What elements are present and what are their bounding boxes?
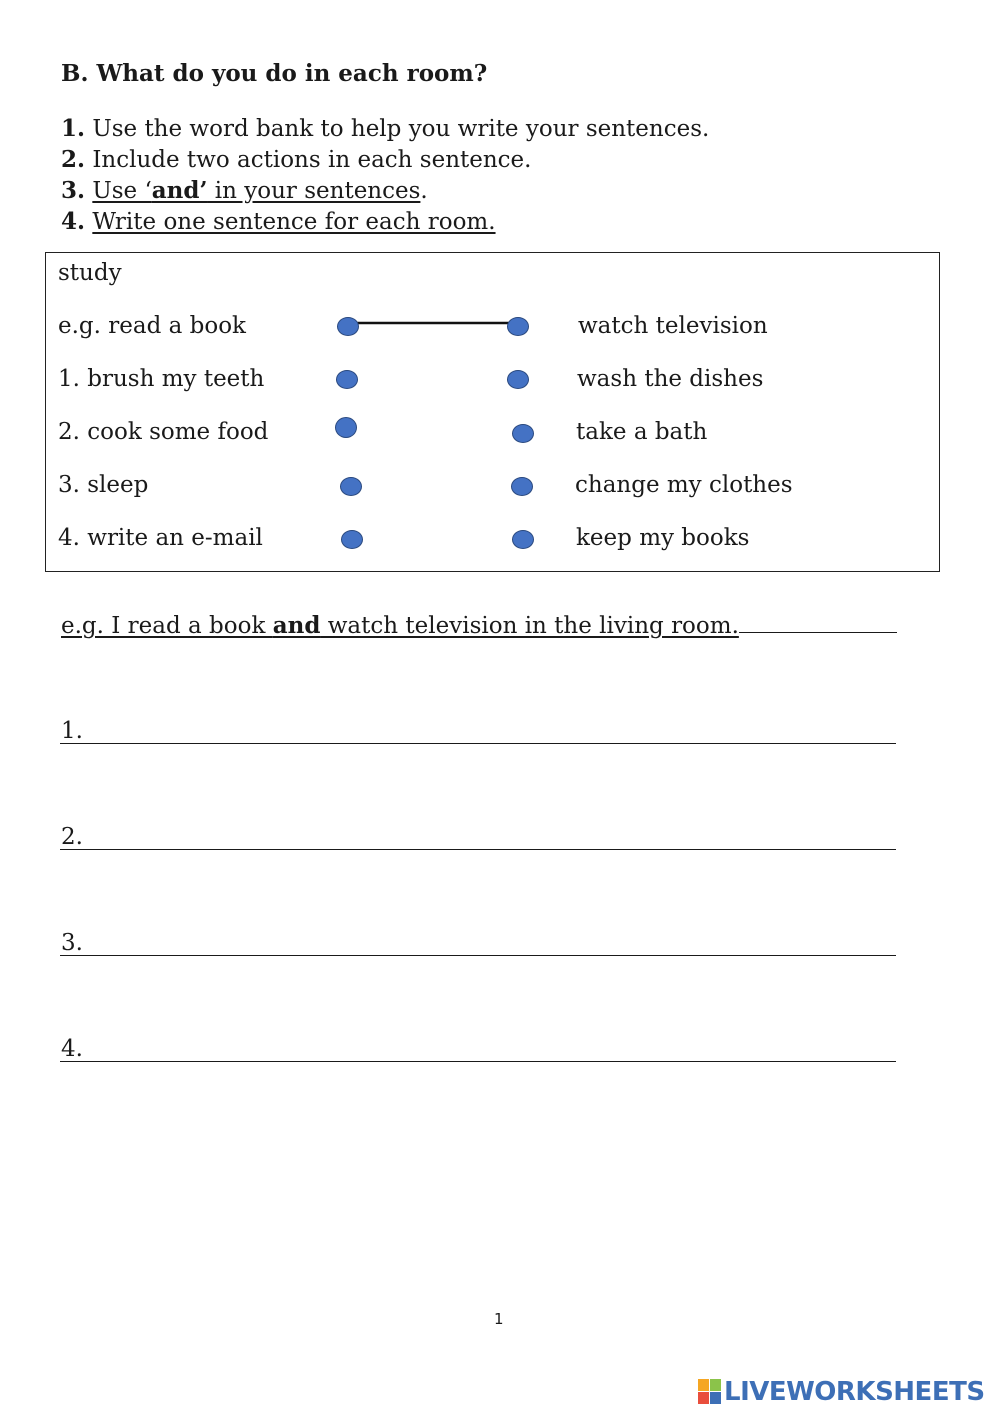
left-phrase: 3. sleep bbox=[58, 472, 149, 498]
instruction-number: 3. bbox=[61, 177, 86, 204]
left-phrase: 4. write an e-mail bbox=[58, 525, 263, 551]
match-dot-left[interactable] bbox=[337, 317, 359, 336]
answer-number: 4. bbox=[61, 1036, 83, 1062]
right-phrase: keep my books bbox=[576, 525, 750, 551]
answer-line-4[interactable] bbox=[61, 1036, 897, 1066]
instruction-number: 1. bbox=[61, 115, 86, 142]
instruction-text: Use the word bank to help you write your sentences. bbox=[92, 116, 710, 142]
room-label: study bbox=[58, 260, 122, 286]
right-phrase: take a bath bbox=[576, 419, 708, 445]
answer-number: 3. bbox=[61, 930, 83, 956]
right-phrase: change my clothes bbox=[575, 472, 793, 498]
left-phrase: 1. brush my teeth bbox=[58, 366, 265, 392]
match-dot-right[interactable] bbox=[507, 370, 529, 389]
answer-number: 1. bbox=[61, 718, 83, 744]
answer-line-2[interactable] bbox=[61, 824, 897, 854]
match-dot-right[interactable] bbox=[511, 477, 533, 496]
page-number: 1 bbox=[494, 1310, 504, 1328]
answer-line-1[interactable] bbox=[61, 718, 897, 748]
answer-line-3[interactable] bbox=[61, 930, 897, 960]
match-dot-right[interactable] bbox=[512, 424, 534, 443]
example-sentence: e.g. I read a book and watch television in the living room. bbox=[61, 612, 897, 639]
answer-number: 2. bbox=[61, 824, 83, 850]
instruction-number: 4. bbox=[61, 208, 86, 235]
example-match-line bbox=[0, 0, 1000, 600]
answer-rule bbox=[60, 1061, 896, 1062]
instruction-text: Use ‘and’ in your sentences bbox=[92, 177, 421, 204]
instruction-text: Include two actions in each sentence. bbox=[92, 147, 532, 173]
match-dot-left[interactable] bbox=[335, 417, 357, 438]
right-phrase: wash the dishes bbox=[577, 366, 764, 392]
answer-rule bbox=[60, 743, 896, 744]
match-dot-right[interactable] bbox=[512, 530, 534, 549]
left-phrase: e.g. read a book bbox=[58, 313, 246, 339]
instruction-number: 2. bbox=[61, 146, 86, 173]
match-dot-right[interactable] bbox=[507, 317, 529, 336]
instruction-3: 3. Use ‘and’ in your sentences. bbox=[61, 177, 428, 204]
liveworksheets-icon bbox=[698, 1379, 722, 1405]
section-title: B. What do you do in each room? bbox=[61, 60, 488, 87]
right-phrase: watch television bbox=[578, 313, 768, 339]
instruction-text: Write one sentence for each room. bbox=[92, 209, 496, 235]
answer-rule bbox=[60, 849, 896, 850]
left-phrase: 2. cook some food bbox=[58, 419, 269, 445]
brand-name: LIVEWORKSHEETS bbox=[724, 1377, 985, 1407]
match-dot-left[interactable] bbox=[336, 370, 358, 389]
match-dot-left[interactable] bbox=[341, 530, 363, 549]
liveworksheets-logo[interactable] bbox=[698, 1377, 985, 1407]
match-dot-left[interactable] bbox=[340, 477, 362, 496]
answer-rule bbox=[60, 955, 896, 956]
